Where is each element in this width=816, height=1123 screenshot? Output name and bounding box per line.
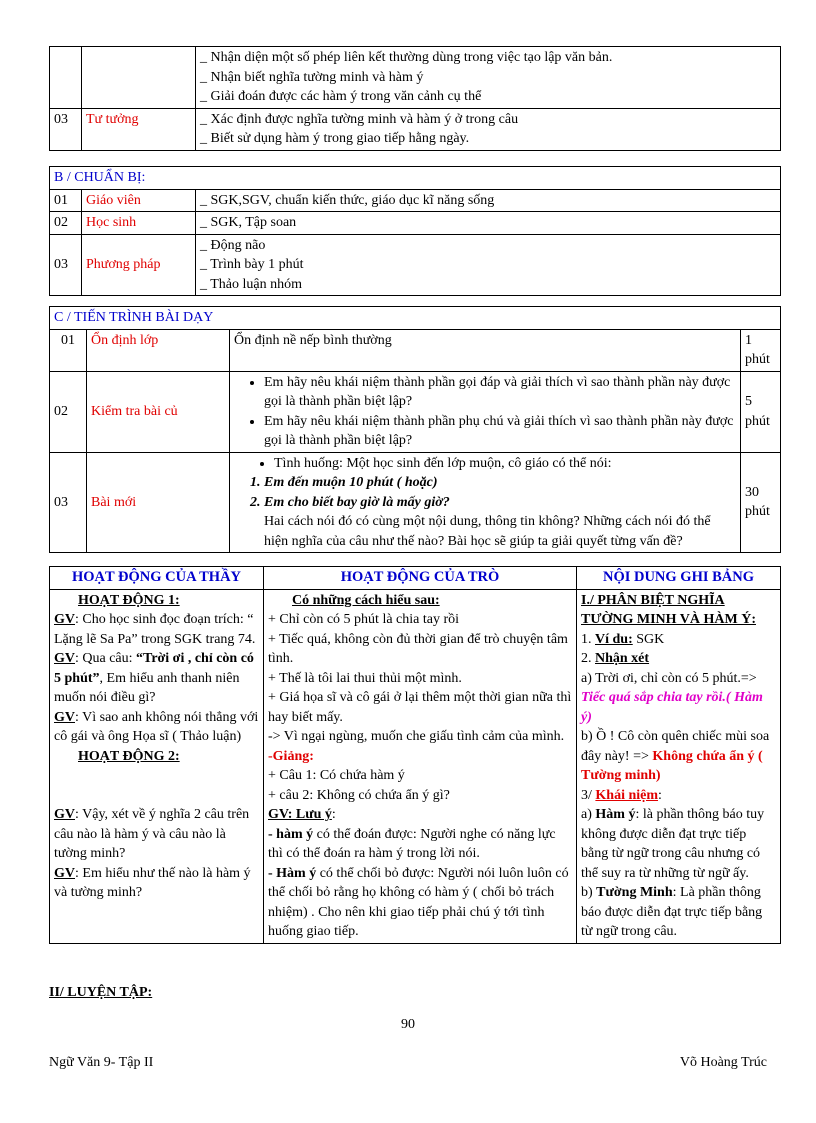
row-label: Tư tưởng: [82, 108, 196, 150]
row-number: 01: [50, 329, 87, 371]
activities-body: [50, 589, 781, 943]
column-header: NỘI DUNG GHI BẢNG: [577, 567, 781, 590]
section-title: C / TIẾN TRÌNH BÀI DẠY: [50, 307, 781, 330]
row-time: 5 phút: [741, 371, 781, 452]
bullet-item: • Em hãy nêu khái niệm thành phần phụ chú và giải thích vì sao thành phần này được gọi là thành phần biệt lập?: [264, 412, 736, 451]
student-column: Có những cách hiểu sau: + Chỉ còn có 5 phút là chia tay rồi + Tiếc quá, không còn đủ thời gian để trò chuyện tâm tình. + Thế là tôi lai thui thủi một mình. + Giá họa sĩ và cô gái ở lại thêm một thời gian nữa thì hay biết mấy. -> Vì ngại ngùng, muốn che giấu tình cảm của mình. -Giảng: + Câu 1: Có chứa hàm ý + câu 2: Không có chứa ẩn ý gì? GV: Lưu ý: - hàm ý có thể đoán được: Người nghe có năng lực thì có thể đoán ra hàm ý trong lời nói. - Hàm ý có thể chối bỏ được: Người nói luôn luôn có thể chối bỏ rằng họ không có hàm ý ( chối bỏ trách nhiệm) . Cho nên khi giao tiếp phải chú ý tới tình huống giao tiếp.: [264, 589, 577, 943]
footer-left: Ngữ Văn 9- Tập II: [49, 1055, 154, 1070]
row-content: _ Thảo luận nhóm: [200, 276, 303, 292]
student-line: + Chỉ còn có 5 phút là chia tay rồi: [268, 612, 460, 627]
numbered-item: 1. Em đến muộn 10 phút ( hoặc): [264, 473, 736, 493]
row-label: Phương pháp: [82, 234, 196, 296]
activity-heading: HOẠT ĐỘNG 2:: [78, 748, 180, 764]
student-heading: Có những cách hiểu sau:: [292, 592, 440, 608]
giang-label: -Giảng:: [268, 748, 314, 764]
footer-right: Võ Hoàng Trúc: [679, 1055, 767, 1070]
column-header: HOẠT ĐỘNG CỦA THẦY: [50, 567, 264, 590]
row-content: Ổn định nề nếp bình thường: [230, 329, 741, 371]
practice-heading: II/ LUYỆN TẬP:: [49, 985, 153, 1000]
bullet-item: • Em hãy nêu khái niệm thành phần gọi đáp và giải thích vì sao thành phần này được gọi là thành phần biệt lập?: [264, 373, 736, 412]
bullet-item: • Tình huống: Một học sinh đến lớp muộn, cô giáo có thể nói:: [274, 454, 736, 474]
student-line: -> Vì ngại ngùng, muốn che giấu tình cảm của mình.: [268, 729, 565, 744]
prep-row: [50, 189, 781, 212]
process-row: [50, 371, 781, 452]
teacher-column: HOẠT ĐỘNG 1: GV: Cho học sinh đọc đoạn trích: “ Lặng lẽ Sa Pa” trong SGK trang 74. GV: Qua câu: “Trời ơi , chỉ còn có 5 phút”, Em hiểu anh thanh niên muốn nói điều gì? GV: Vì sao anh không nói thẳng với cô gái và ông Họa sĩ ( Thảo luận) HOẠT ĐỘNG 2: GV: Vậy, xét về ý nghĩa 2 câu trên câu nào là hàm ý và câu nào là tường minh? GV: Em hiểu như thế nào là hàm ý và tường minh?: [50, 589, 264, 943]
row-label: Kiểm tra bài củ: [87, 371, 230, 452]
row-label: Ổn định lớp: [87, 329, 230, 371]
column-header: HOẠT ĐỘNG CỦA TRÒ: [264, 567, 577, 590]
note-label: GV: Lưu ý: [268, 807, 332, 822]
objectives-table: [49, 46, 781, 151]
row-number: 03: [50, 452, 87, 553]
row-content: _ Trình bày 1 phút: [200, 257, 304, 272]
row-number: 03: [50, 234, 82, 296]
objective-line: _ Nhận diện một số phép liên kết thường dùng trong việc tạo lập văn bản.: [200, 50, 613, 65]
row-number: 02: [50, 212, 82, 235]
numbered-item: 2. Em cho biết bay giờ là mấy giờ?: [264, 493, 736, 513]
student-line: + Tiếc quá, không còn đủ thời gian để trò chuyện tâm tình.: [268, 631, 568, 666]
objective-line: _ Giải đoán được các hàm ý trong văn cảnh cụ thể: [200, 89, 482, 104]
row-number: 03: [50, 108, 82, 150]
row-label: Giáo viên: [82, 189, 196, 212]
board-heading: I./ PHÂN BIỆT NGHĨA TƯỜNG MINH VÀ HÀM Ý:: [581, 592, 756, 627]
student-line: + câu 2: Không có chứa ẩn ý gì?: [268, 787, 450, 803]
student-line: + Thế là tôi lai thui thủi một mình.: [268, 670, 462, 686]
row-time: 30 phút: [741, 452, 781, 553]
activities-header: [50, 567, 781, 590]
row-number: 02: [50, 371, 87, 452]
board-column: I./ PHÂN BIỆT NGHĨA TƯỜNG MINH VÀ HÀM Ý: 1. Ví du: SGK 2. Nhận xét a) Trời ơi, chỉ còn có 5 phút.=> Tiếc quá sắp chia tay rồi.( Hàm ý) b) Ồ ! Cô còn quên chiếc mùi soa đây này! => Không chứa ẩn ý ( Tường minh) 3/ Khái niệm: a) Hàm ý: là phần thông báo tuy không được diễn đạt trực tiếp bằng từ ngữ trong câu nhưng có thể suy ra từ những từ ngữ ấy. b) Tường Minh: Là phần thông báo được diễn đạt trực tiếp bằng từ ngữ trong câu.: [577, 589, 781, 943]
row-label: Bài mới: [87, 452, 230, 553]
prep-row: [50, 212, 781, 235]
objectives-row: [50, 108, 781, 150]
row-number: 01: [50, 189, 82, 212]
activity-heading: HOẠT ĐỘNG 1:: [78, 592, 180, 608]
row-time: 1 phút: [741, 329, 781, 371]
process-row: [50, 452, 781, 553]
objectives-row: [50, 47, 781, 109]
closing-text: Hai cách nói đó có cùng một nội dung, thông tin không? Những cách nói đó thể hiện nghĩa của câu như thế nào? Bài học sẽ giúp ta giải quyết từng vấn đề?: [264, 514, 711, 549]
row-content: _ Động não: [200, 237, 266, 253]
preparation-table: [49, 166, 781, 296]
page-number: 90: [401, 1017, 415, 1032]
row-label: Học sinh: [82, 212, 196, 235]
prep-row: [50, 234, 781, 296]
student-line: + Giá họa sĩ và cô gái ở lại thêm một thời gian nữa thì hay biết mấy.: [268, 690, 572, 725]
row-content: _ SGK, Tập soan: [196, 212, 781, 235]
activities-table: [49, 566, 781, 944]
section-title: B / CHUẨN BỊ:: [50, 167, 781, 190]
student-line: + Câu 1: Có chứa hàm ý: [268, 768, 405, 783]
objective-line: _ Xác định được nghĩa tường minh và hàm ý ở trong câu: [200, 111, 519, 127]
process-row: [50, 329, 781, 371]
objective-line: _ Biết sử dụng hàm ý trong giao tiếp hằng ngày.: [200, 131, 470, 146]
row-content: _ SGK,SGV, chuẩn kiến thức, giáo dục kĩ năng sống: [196, 189, 781, 212]
process-table: [49, 306, 781, 553]
objective-line: _ Nhận biết nghĩa tường minh và hàm ý: [200, 69, 424, 85]
